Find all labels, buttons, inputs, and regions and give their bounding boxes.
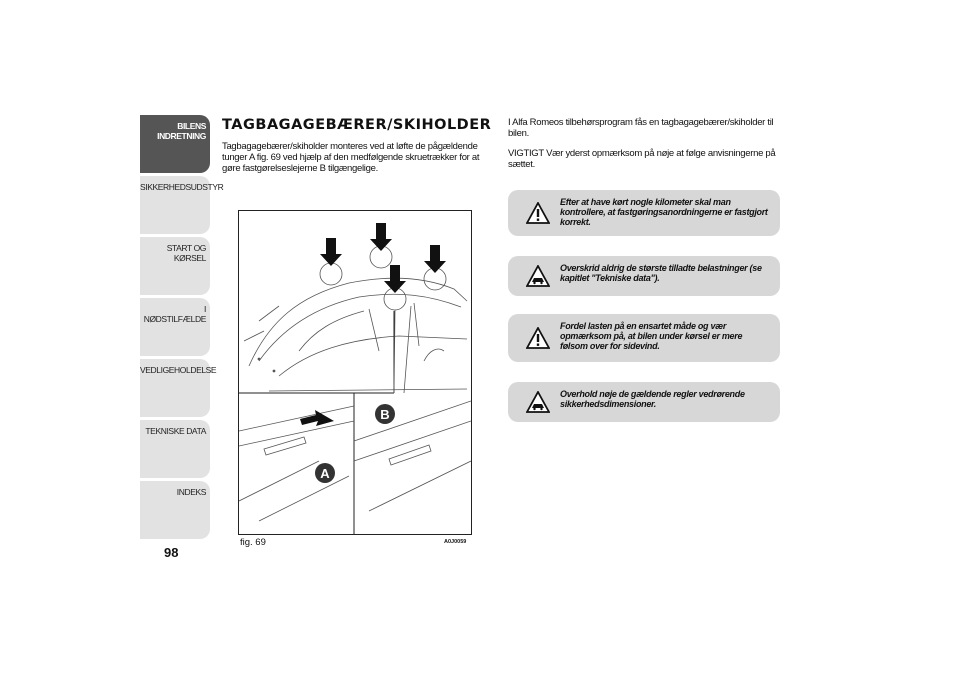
section-title: TAGBAGAGEBÆRER/SKIHOLDER bbox=[222, 117, 492, 133]
page-number: 98 bbox=[164, 545, 179, 560]
warning-box-4 bbox=[508, 382, 780, 422]
callout-b: B bbox=[380, 407, 390, 422]
warning-triangle-icon bbox=[526, 327, 550, 349]
car-warning-icon bbox=[526, 265, 550, 287]
figure-label: fig. 69 bbox=[240, 537, 266, 548]
sidebar-tab-vedligeholdelse[interactable]: VEDLIGEHOLDELSE bbox=[140, 359, 210, 417]
warning-text-2: Overskrid aldrig de største tilladte belastninger (se kapitlet "Tekniske data"). bbox=[560, 263, 762, 283]
warning-box-2 bbox=[508, 256, 780, 296]
sidebar-tab-i-nodstilfaelde[interactable]: I NØDSTILFÆLDE bbox=[140, 298, 210, 356]
warning-text-3: Fordel lasten på en ensartet måde og vær opmærksom på, at bilen under kørsel er mere følsom over for sidevind. bbox=[560, 321, 743, 351]
paragraph-important: VIGTIGT Vær yderst opmærksom på nøje at følge anvisningerne på sættet. bbox=[508, 148, 776, 170]
sidebar-tab-indeks[interactable]: INDEKS bbox=[140, 481, 210, 539]
callout-a: A bbox=[320, 466, 330, 481]
paragraph-accessory: I Alfa Romeos tilbehørsprogram fås en tagbagagebærer/skiholder til bilen. bbox=[508, 117, 774, 139]
chapter-sidebar bbox=[140, 115, 224, 542]
warning-text-4: Overhold nøje de gældende regler vedrørende sikkerhedsdimensioner. bbox=[560, 389, 745, 409]
figure-illustration bbox=[238, 210, 472, 535]
sidebar-tab-bilens-indretning[interactable]: BILENS INDRETNING bbox=[140, 115, 210, 173]
sidebar-tab-start-og-korsel[interactable]: START OG KØRSEL bbox=[140, 237, 210, 295]
sidebar-tab-tekniske-data[interactable]: TEKNISKE DATA bbox=[140, 420, 210, 478]
section-intro: Tagbagagebærer/skiholder monteres ved at løfte de pågældende tunger A fig. 69 ved hjælp af den medfølgende skruetrækker for at gøre fastgørelseslejerne B tilgængelige. bbox=[222, 141, 480, 174]
warning-triangle-icon bbox=[526, 202, 550, 224]
sidebar-tab-sikkerhedsudstyr[interactable]: SIKKERHEDSUDSTYR bbox=[140, 176, 210, 234]
figure-code: A0J0059 bbox=[444, 539, 467, 545]
warning-box-3 bbox=[508, 314, 780, 362]
car-warning-icon bbox=[526, 391, 550, 413]
roof-rack-drawing bbox=[239, 211, 471, 534]
warning-text-1: Efter at have kørt nogle kilometer skal man kontrollere, at fastgøringsanordningerne er fastgjort korrekt. bbox=[560, 197, 768, 227]
warning-box-1 bbox=[508, 190, 780, 236]
right-column-text bbox=[508, 117, 778, 179]
